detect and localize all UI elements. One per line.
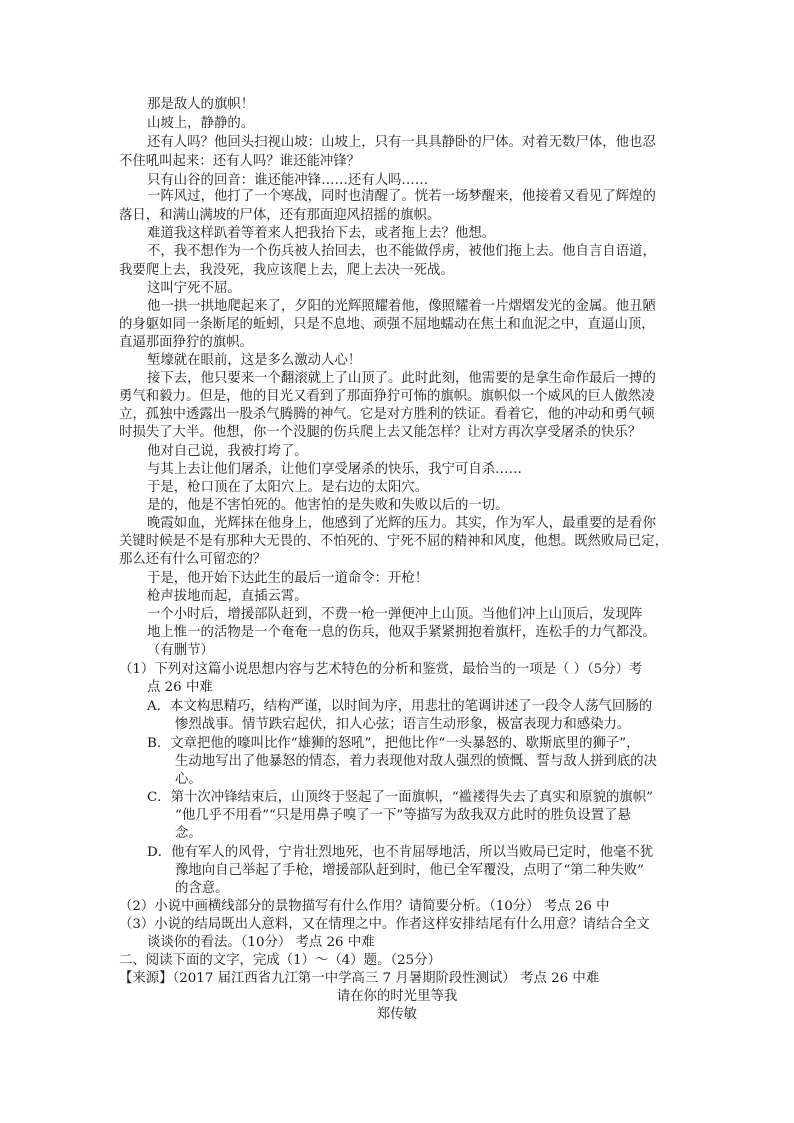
story-line: 只有山谷的回音：谁还能冲锋……还有人吗……	[147, 173, 429, 188]
story-line: 一个小时后，增援部队赶到，不费一枪一弹便冲上山顶。当他们冲上山顶后，发现阵	[147, 607, 643, 622]
passage-title: 请在你的时光里等我	[336, 989, 458, 1004]
question-2: （2）小说中画横线部分的景物描写有什么作用？请简要分析。（10分） 考点 26 中	[119, 899, 610, 914]
story-line: 接下去，他只要来一个翻滚就上了山顶了。此时此刻，他需要的是拿生命作最后一搏的	[147, 371, 656, 386]
option-c: C．第十次冲锋结束后，山顶终于竖起了一面旗帜，“褴褛得失去了真实和原貌的旗帜”	[147, 790, 653, 805]
story-line: 立，孤独中透露出一股杀气腾腾的神气。它是对方胜利的铁证。看着它，他的冲动和勇气顿	[119, 407, 655, 422]
passage-author: 郑传敏	[376, 1007, 418, 1022]
source-line: 【来源】（2017 届江西省九江第一中学高三 7 月暑期阶段性测试） 考点 26 中难	[119, 971, 600, 986]
story-line: 直逼那面狰狞的旗帜。	[119, 335, 253, 350]
story-line: 于是，他开始下达此生的最后一道命令：开枪！	[147, 571, 429, 586]
option-b: B．文章把他的嚎叫比作“雄狮的怒吼”，把他比作“一头暴怒的、歇斯底里的狮子”，	[147, 736, 640, 751]
story-line: 关键时候是不是有那种大无畏的、不怕死的、宁死不屈的精神和风度，他想。既然败局已定，	[119, 534, 669, 549]
story-line: 那是敌人的旗帜！	[147, 97, 255, 112]
option-d-cont: 的含意。	[175, 881, 229, 896]
option-d-cont: 豫地向自己举起了手枪，增援部队赶到时，他已全军覆没，点明了“第二种失败”	[175, 863, 644, 878]
question-3: （3）小说的结局既出人意料，又在情理之中。作者这样安排结尾有什么用意？请结合全文	[119, 917, 650, 932]
question-3-cont: 谈谈你的看法。（10分） 考点 26 中难	[147, 935, 375, 950]
section-2-heading: 二、阅读下面的文字，完成（1）～（4）题。（25分）	[119, 953, 441, 968]
story-line: 一阵风过，他打了一个寒战，同时也清醒了。恍若一场梦醒来，他接着又看见了辉煌的	[147, 189, 656, 204]
question-1: （1）下列对这篇小说思想内容与艺术特色的分析和鉴赏，最恰当的一项是（ ）（5分）考	[119, 662, 643, 677]
story-line: 他对自己说，我被打垮了。	[147, 444, 308, 459]
option-c-cont: “他几乎不用看”“只是用鼻子嗅了一下”等描写为敌我双方此时的胜负设置了悬	[175, 808, 631, 823]
story-line: 于是，枪口顶在了太阳穴上。是右边的太阳穴。	[147, 480, 429, 495]
option-c-cont: 念。	[175, 826, 202, 841]
story-line: 山坡上，静静的。	[147, 116, 255, 131]
story-line: 晚霞如血，光辉抹在他身上，他感到了光辉的压力。其实，作为军人，最重要的是看你	[147, 516, 656, 531]
deletion-note: （有删节）	[147, 643, 214, 658]
story-line: 堑壕就在眼前，这是多么激动人心！	[147, 353, 362, 368]
story-line: 这叫宁死不屈。	[147, 281, 241, 296]
story-line: 地上惟一的活物是一个奄奄一息的伤兵，他双手紧紧拥抱着旗杆，连松手的力气都没。	[147, 625, 656, 640]
story-line: 不住吼叫起来：还有人吗？谁还能冲锋？	[119, 154, 361, 169]
story-line: 难道我这样趴着等着来人把我抬下去，或者拖上去？他想。	[147, 226, 496, 241]
story-line: 他一拱一拱地爬起来了，夕阳的光辉照耀着他，像照耀着一片熠熠发光的金属。他丑陋	[147, 299, 656, 314]
story-line: 勇气和毅力。但是，他的目光又看到了那面狰狞可怖的旗帜。旗帜似一个威风的巨人傲然凌	[119, 389, 655, 404]
option-b-cont: 心。	[175, 772, 202, 787]
option-d: D．他有军人的风骨，宁肯壮烈地死，也不肯屈辱地活，所以当败局已定时，他毫不犹	[147, 845, 654, 860]
story-line: 时损失了大半。他想，你一个没腿的伤兵爬上去又能怎样？让对方再次享受屠杀的快乐？	[119, 425, 642, 440]
story-line: 不，我不想作为一个伤兵被人抬回去，也不能做俘虏，被他们拖上去。他自言自语道，	[147, 244, 656, 259]
option-a: A．本文构思精巧，结构严谨，以时间为序，用悲壮的笔调讲述了一段令人荡气回肠的	[147, 699, 653, 714]
story-line: 落日，和满山满坡的尸体，还有那面迎风招摇的旗帜。	[119, 208, 441, 223]
question-1-topic: 点 26 中难	[147, 680, 213, 695]
story-line: 的身躯如同一条断尾的蚯蚓，只是不息地、顽强不屈地蠕动在焦土和血泥之中，直逼山顶，	[119, 317, 655, 332]
story-line: 枪声拔地而起，直插云霄。	[147, 589, 308, 604]
story-line: 我要爬上去，我没死，我应该爬上去，爬上去决一死战。	[119, 263, 454, 278]
option-a-cont: 惨烈战事。情节跌宕起伏，扣人心弦；语言生动形象，极富表现力和感染力。	[175, 717, 631, 732]
story-line: 与其上去让他们屠杀，让他们享受屠杀的快乐，我宁可自杀……	[147, 462, 522, 477]
story-line: 还有人吗？他回头扫视山坡：山坡上，只有一具具静卧的尸体。对着无数尸体，他也忍	[147, 135, 656, 150]
story-line: 那么还有什么可留恋的？	[119, 552, 267, 567]
story-line: 是的，他是不害怕死的。他害怕的是失败和失败以后的一切。	[147, 498, 509, 513]
option-b-cont: 生动地写出了他暴怒的情态，着力表现他对敌人强烈的愤慨、誓与敌人拼到底的决	[175, 754, 658, 769]
